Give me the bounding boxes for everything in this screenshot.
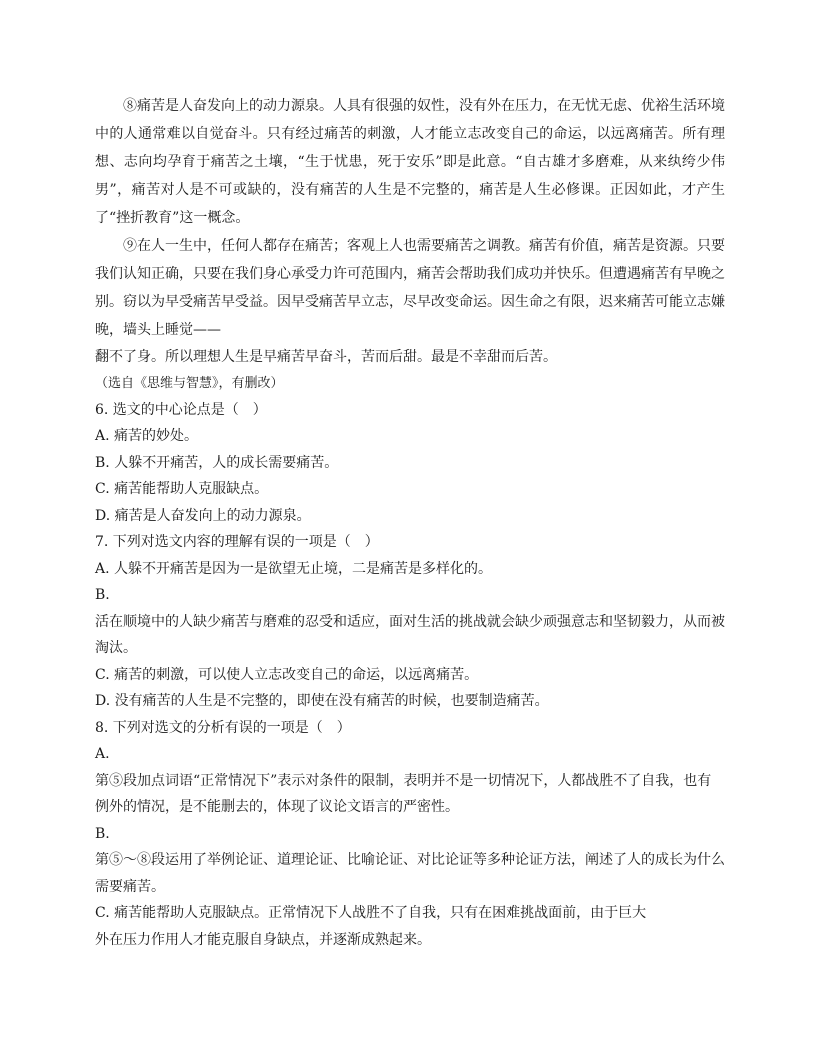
option-8a-label: A.	[95, 746, 110, 762]
option-8a-text: 第⑤段加点词语“正常情况下”表示对条件的限制，表明并不是一切情况下，人都战胜不了自我，也有例外的情况，是不能删去的，体现了议论文语言的严密性。	[95, 772, 712, 815]
question-stem: 6. 选文的中心论点是（ ）	[95, 401, 267, 418]
option-8c-line-1: C. 痛苦能帮助人克服缺点。正常情况下人战胜不了自我，只有在困难挑战面前，由于巨大	[95, 905, 647, 921]
question-8	[95, 715, 725, 954]
question-stem: 7. 下列对选文内容的理解有误的一项是（ ）	[95, 534, 379, 550]
paragraph-8: ⑧痛苦是人奋发向上的动力源泉。人具有很强的奴性，没有外在压力，在无忧无虑、优裕生活环境中的人通常难以自觉奋斗。只有经过痛苦的刺激，人才能立志改变自己的命运，以远离痛苦。所有理想、志向均孕育于痛苦之土壤，“生于忧患，死于安乐”即是此意。“自古雄才多磨难，从来纨绔少伟男”，痛苦对人是不可或缺的，没有痛苦的人生是不完整的，痛苦是人生必修课。正因如此，才产生了“挫折教育”这一概念。	[95, 98, 725, 226]
paragraph-9: ⑨在人一生中，任何人都存在痛苦；客观上人也需要痛苦之调教。痛苦有价值，痛苦是资源。只要我们认知正确，只要在我们身心承受力许可范围内，痛苦会帮助我们成功并快乐。但遭遇痛苦有早晚之别。窃以为早受痛苦早受益。因早受痛苦早立志，尽早改变命运。因生命之有限，迟来痛苦可能立志嫌晚，墙头上睡觉——	[95, 238, 725, 338]
question-6	[95, 397, 725, 530]
option-8c-line-2: 外在压力作用人才能克服自身缺点，并逐渐成熟起来。	[95, 931, 431, 948]
option-6d: D. 痛苦是人奋发向上的动力源泉。	[95, 507, 311, 524]
option-7a: A. 人躲不开痛苦是因为一是欲望无止境，二是痛苦是多样化的。	[95, 560, 493, 577]
option-7d: D. 没有痛苦的人生是不完整的，即使在没有痛苦的时候，也要制造痛苦。	[95, 693, 549, 709]
option-6a: A. 痛苦的妙处。	[95, 428, 199, 444]
option-7b-label: B.	[95, 587, 110, 603]
option-6c: C. 痛苦能帮助人克服缺点。	[95, 481, 269, 497]
document-content	[95, 92, 725, 953]
source-citation: （选自《思维与智慧》，有删改）	[95, 375, 284, 391]
question-stem: 8. 下列对选文的分析有误的一项是（ ）	[95, 719, 351, 736]
option-8b-label: B.	[95, 825, 110, 842]
question-7	[95, 529, 725, 715]
option-8b-text: 第⑤～⑧段运用了举例论证、道理论证、比喻论证、对比论证等多种论证方法，阐述了人的成长为什么需要痛苦。	[95, 852, 725, 895]
option-7b-text: 活在顺境中的人缺少痛苦与磨难的忍受和适应，面对生活的挑战就会缺少顽强意志和坚韧毅力，从而被淘汰。	[95, 613, 725, 656]
option-7c: C. 痛苦的刺激，可以使人立志改变自己的命运，以远离痛苦。	[95, 666, 479, 683]
option-6b: B. 人躲不开痛苦，人的成长需要痛苦。	[95, 454, 339, 471]
paragraph-9-continuation: 翻不了身。所以理想人生是早痛苦早奋斗，苦而后甜。最是不幸甜而后苦。	[95, 349, 557, 365]
